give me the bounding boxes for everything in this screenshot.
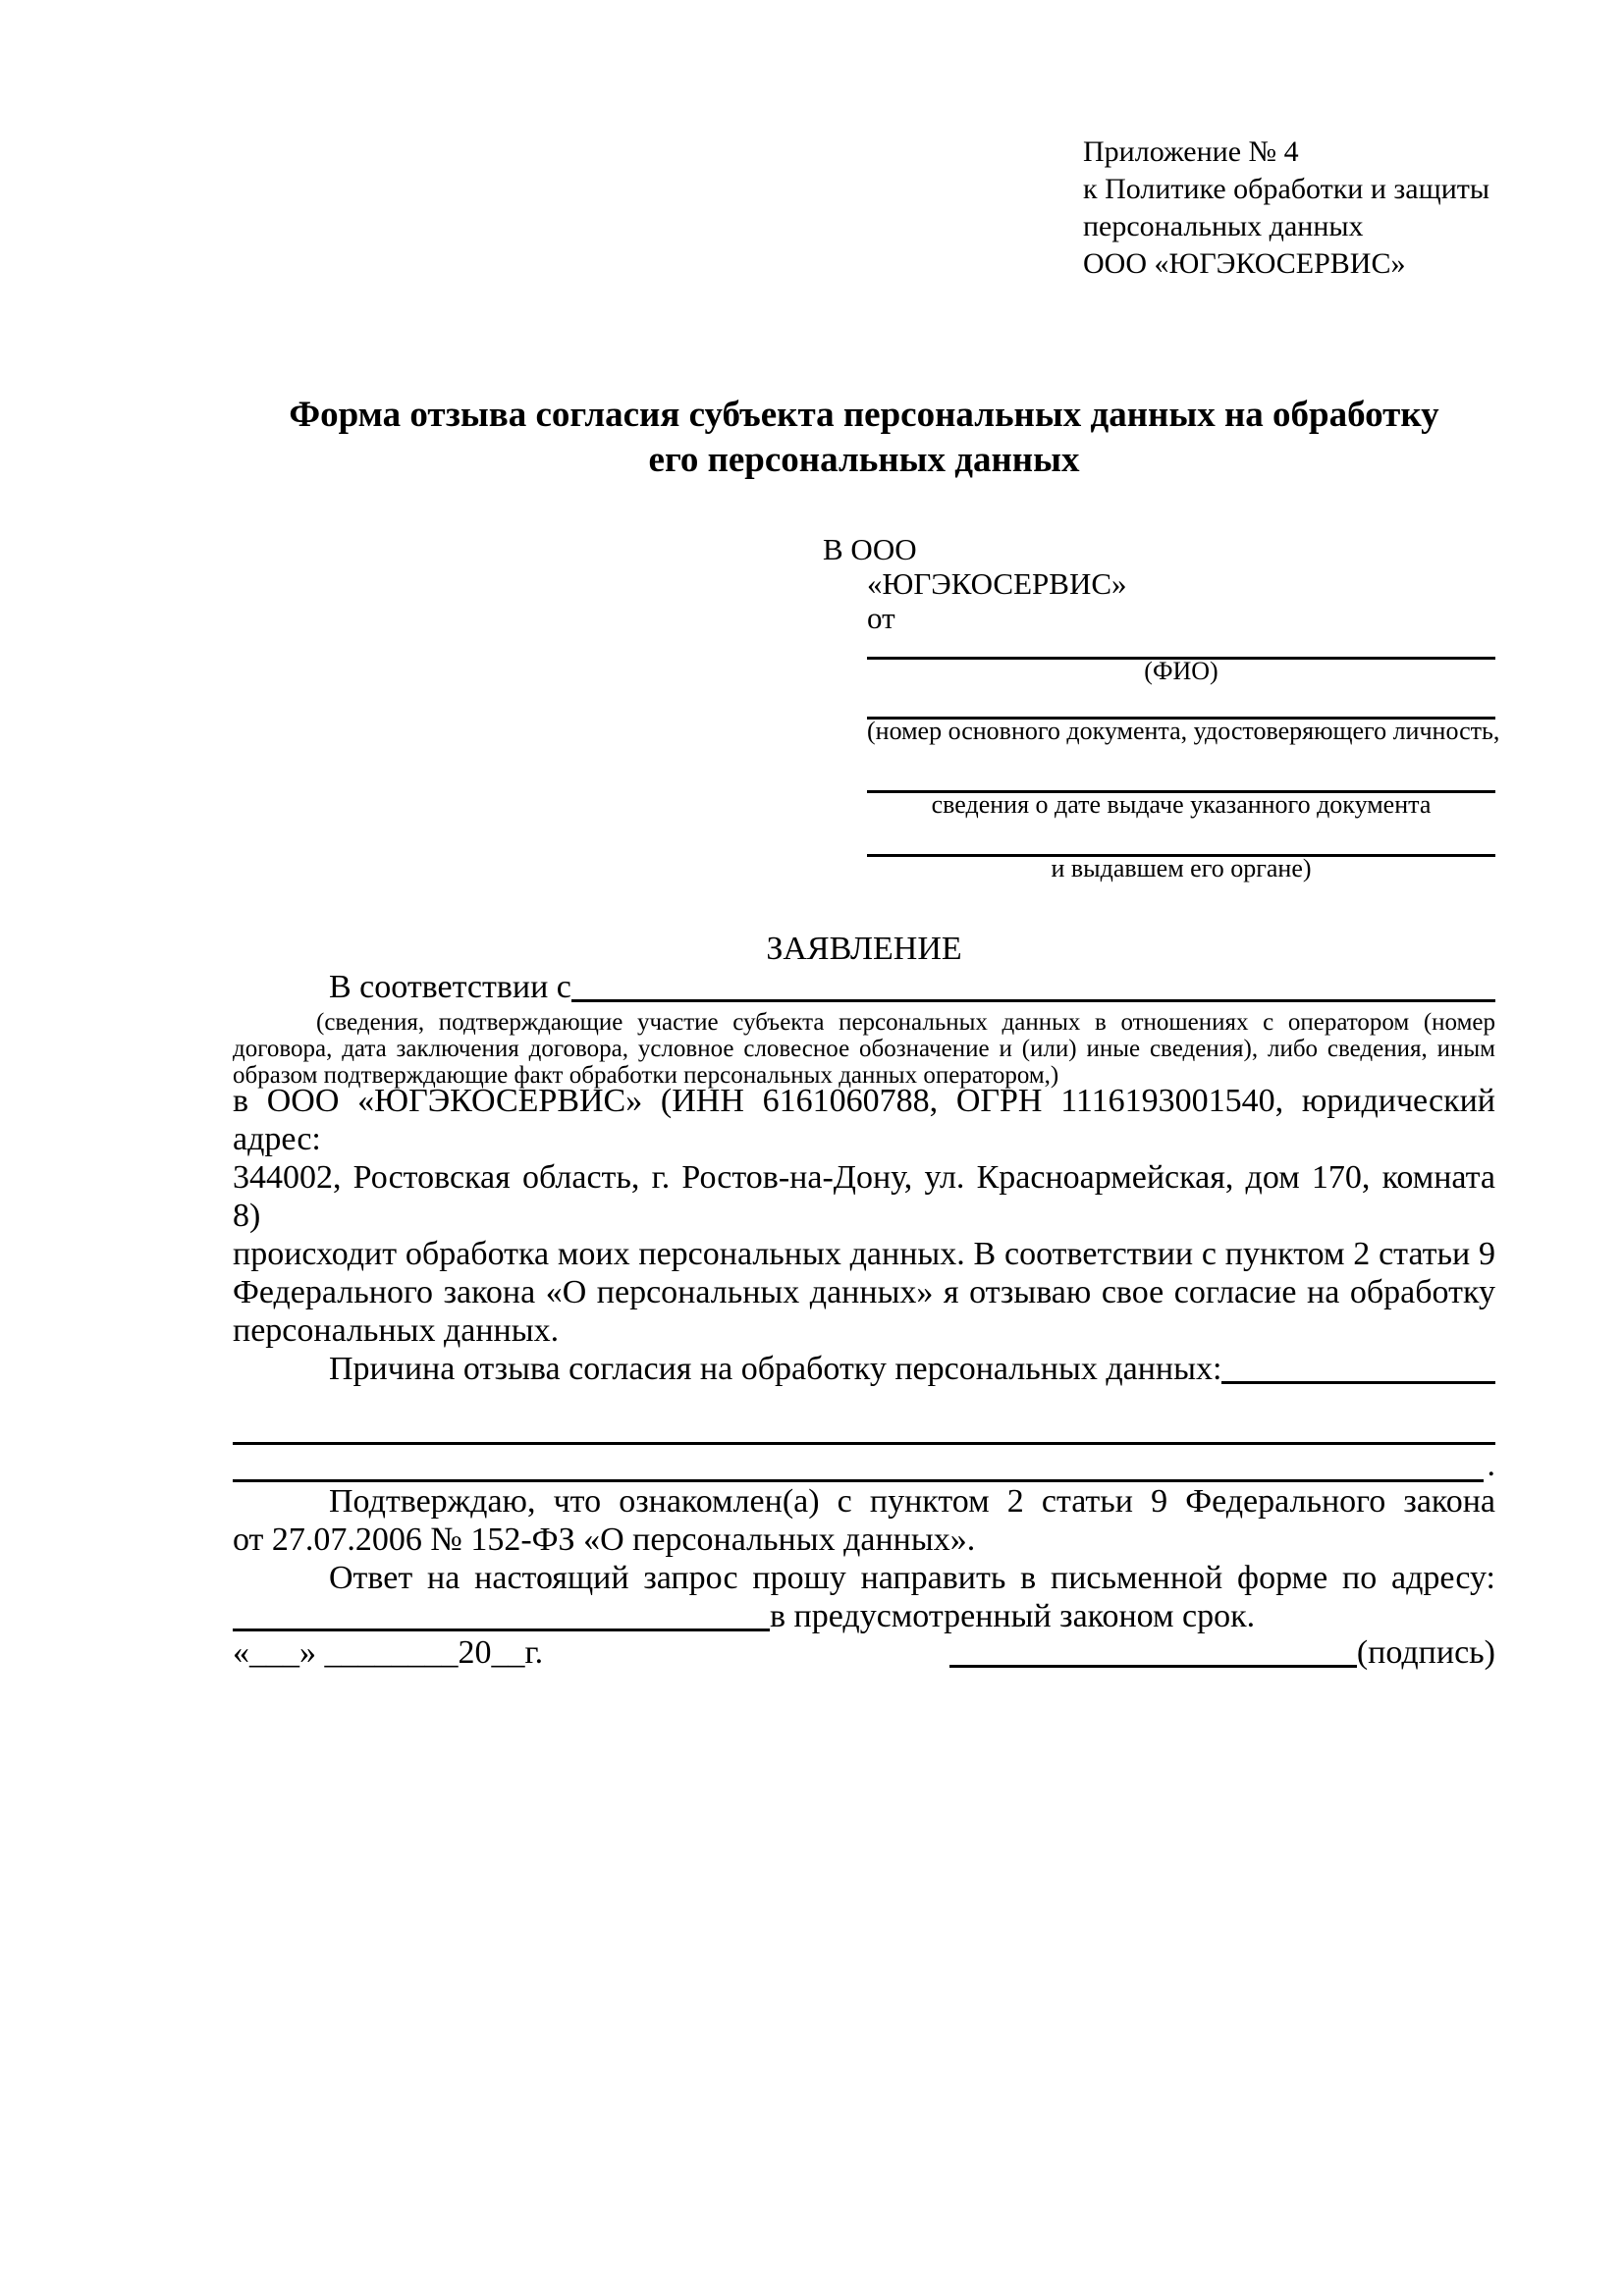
issue-date-field-line[interactable] [867, 743, 1495, 793]
date-signature-row [233, 1633, 1495, 1672]
reason-field-line[interactable] [1221, 1350, 1495, 1384]
appendix-line: персональных данных [1083, 210, 1364, 242]
reason-prefix: Причина отзыва согласия на обработку персональных данных: [329, 1351, 1222, 1387]
issue-date-caption: сведения о дате выдаче указанного документа [931, 790, 1432, 819]
operator-paragraph-line: 344002, Ростовская область, г. Ростов-на-Дону, ул. Красноармейская, дом 170, комната 8) [233, 1159, 1495, 1234]
signature-group [949, 1633, 1495, 1672]
reason-blank-line-2 [233, 1445, 1495, 1482]
confirmation-line-2: от 27.07.2006 № 152-ФЗ «О персональных данных». [233, 1522, 976, 1558]
appendix-header [1083, 133, 1489, 283]
addressee-block [823, 532, 1500, 882]
accordance-prefix: В соответствии с [329, 969, 571, 1005]
addressee-org-prefix: В ООО [823, 532, 917, 566]
document-number-field-line[interactable] [867, 683, 1495, 720]
issuer-field-line[interactable] [867, 817, 1495, 857]
accordance-line [233, 968, 1495, 1006]
accordance-field-line[interactable] [571, 968, 1495, 1002]
address-field-line[interactable] [233, 1597, 770, 1631]
statement-body [233, 968, 1495, 1635]
addressee-from-label: от [867, 601, 895, 635]
appendix-line: ООО «ЮГЭКОСЕРВИС» [1083, 247, 1406, 280]
response-request-line: Ответ на настоящий запрос прошу направить в письменной форме по адресу: [329, 1560, 1495, 1596]
confirmation-paragraph [233, 1482, 1495, 1559]
operator-paragraph-line: происходит обработка моих персональных данных. В соответствии с пунктом 2 статьи 9 [233, 1236, 1495, 1272]
response-suffix: в предусмотренный законом срок. [770, 1598, 1256, 1634]
operator-paragraph-line: персональных данных. [233, 1312, 560, 1349]
appendix-line: к Политике обработки и защиты [1083, 173, 1490, 205]
addressee-org-name: «ЮГЭКОСЕРВИС» [867, 566, 1127, 601]
response-address-line [233, 1597, 1495, 1635]
issuer-caption: и выдавшем его органе) [1051, 854, 1312, 882]
signature-field-line[interactable] [949, 1633, 1357, 1668]
title-line-2: его персональных данных [648, 440, 1080, 480]
reason-blank-line-2-field[interactable] [233, 1445, 1484, 1482]
appendix-line: Приложение № 4 [1083, 135, 1299, 168]
document-number-caption: (номер основного документа, удостоверяющего личность, [867, 717, 1500, 745]
signature-caption: (подпись) [1356, 1634, 1495, 1671]
statement-heading: ЗАЯВЛЕНИЕ [766, 931, 962, 967]
accordance-footnote: (сведения, подтверждающие участие субъекта персональных данных в отношениях с оператором (номер договора, дата заключения договора, условное словесное обозначение и (или) иные сведения), либо сведения, иным образом подтверждающие факт обработки персональных данных оператором,) [233, 1009, 1495, 1089]
date-field[interactable]: «___» ________20__г. [233, 1634, 544, 1671]
title-line-1: Форма отзыва согласия субъекта персональных данных на обработку [289, 395, 1439, 435]
reason-terminator: . [1487, 1447, 1495, 1483]
operator-paragraph-line: в ООО «ЮГЭКОСЕРВИС» (ИНН 6161060788, ОГРН 1116193001540, юридический адрес: [233, 1083, 1495, 1157]
operator-paragraph-line: Федерального закона «О персональных данных» я отзываю свое согласие на обработку [233, 1274, 1495, 1310]
response-paragraph [233, 1559, 1495, 1635]
reason-line [233, 1350, 1495, 1388]
confirmation-line-1: Подтверждаю, что ознакомлен(а) с пунктом 2 статьи 9 Федерального закона [329, 1483, 1495, 1520]
operator-paragraph [233, 1082, 1495, 1350]
fio-caption: (ФИО) [1144, 657, 1218, 685]
reason-blank-line-1[interactable] [233, 1388, 1495, 1445]
document-title [233, 393, 1495, 483]
